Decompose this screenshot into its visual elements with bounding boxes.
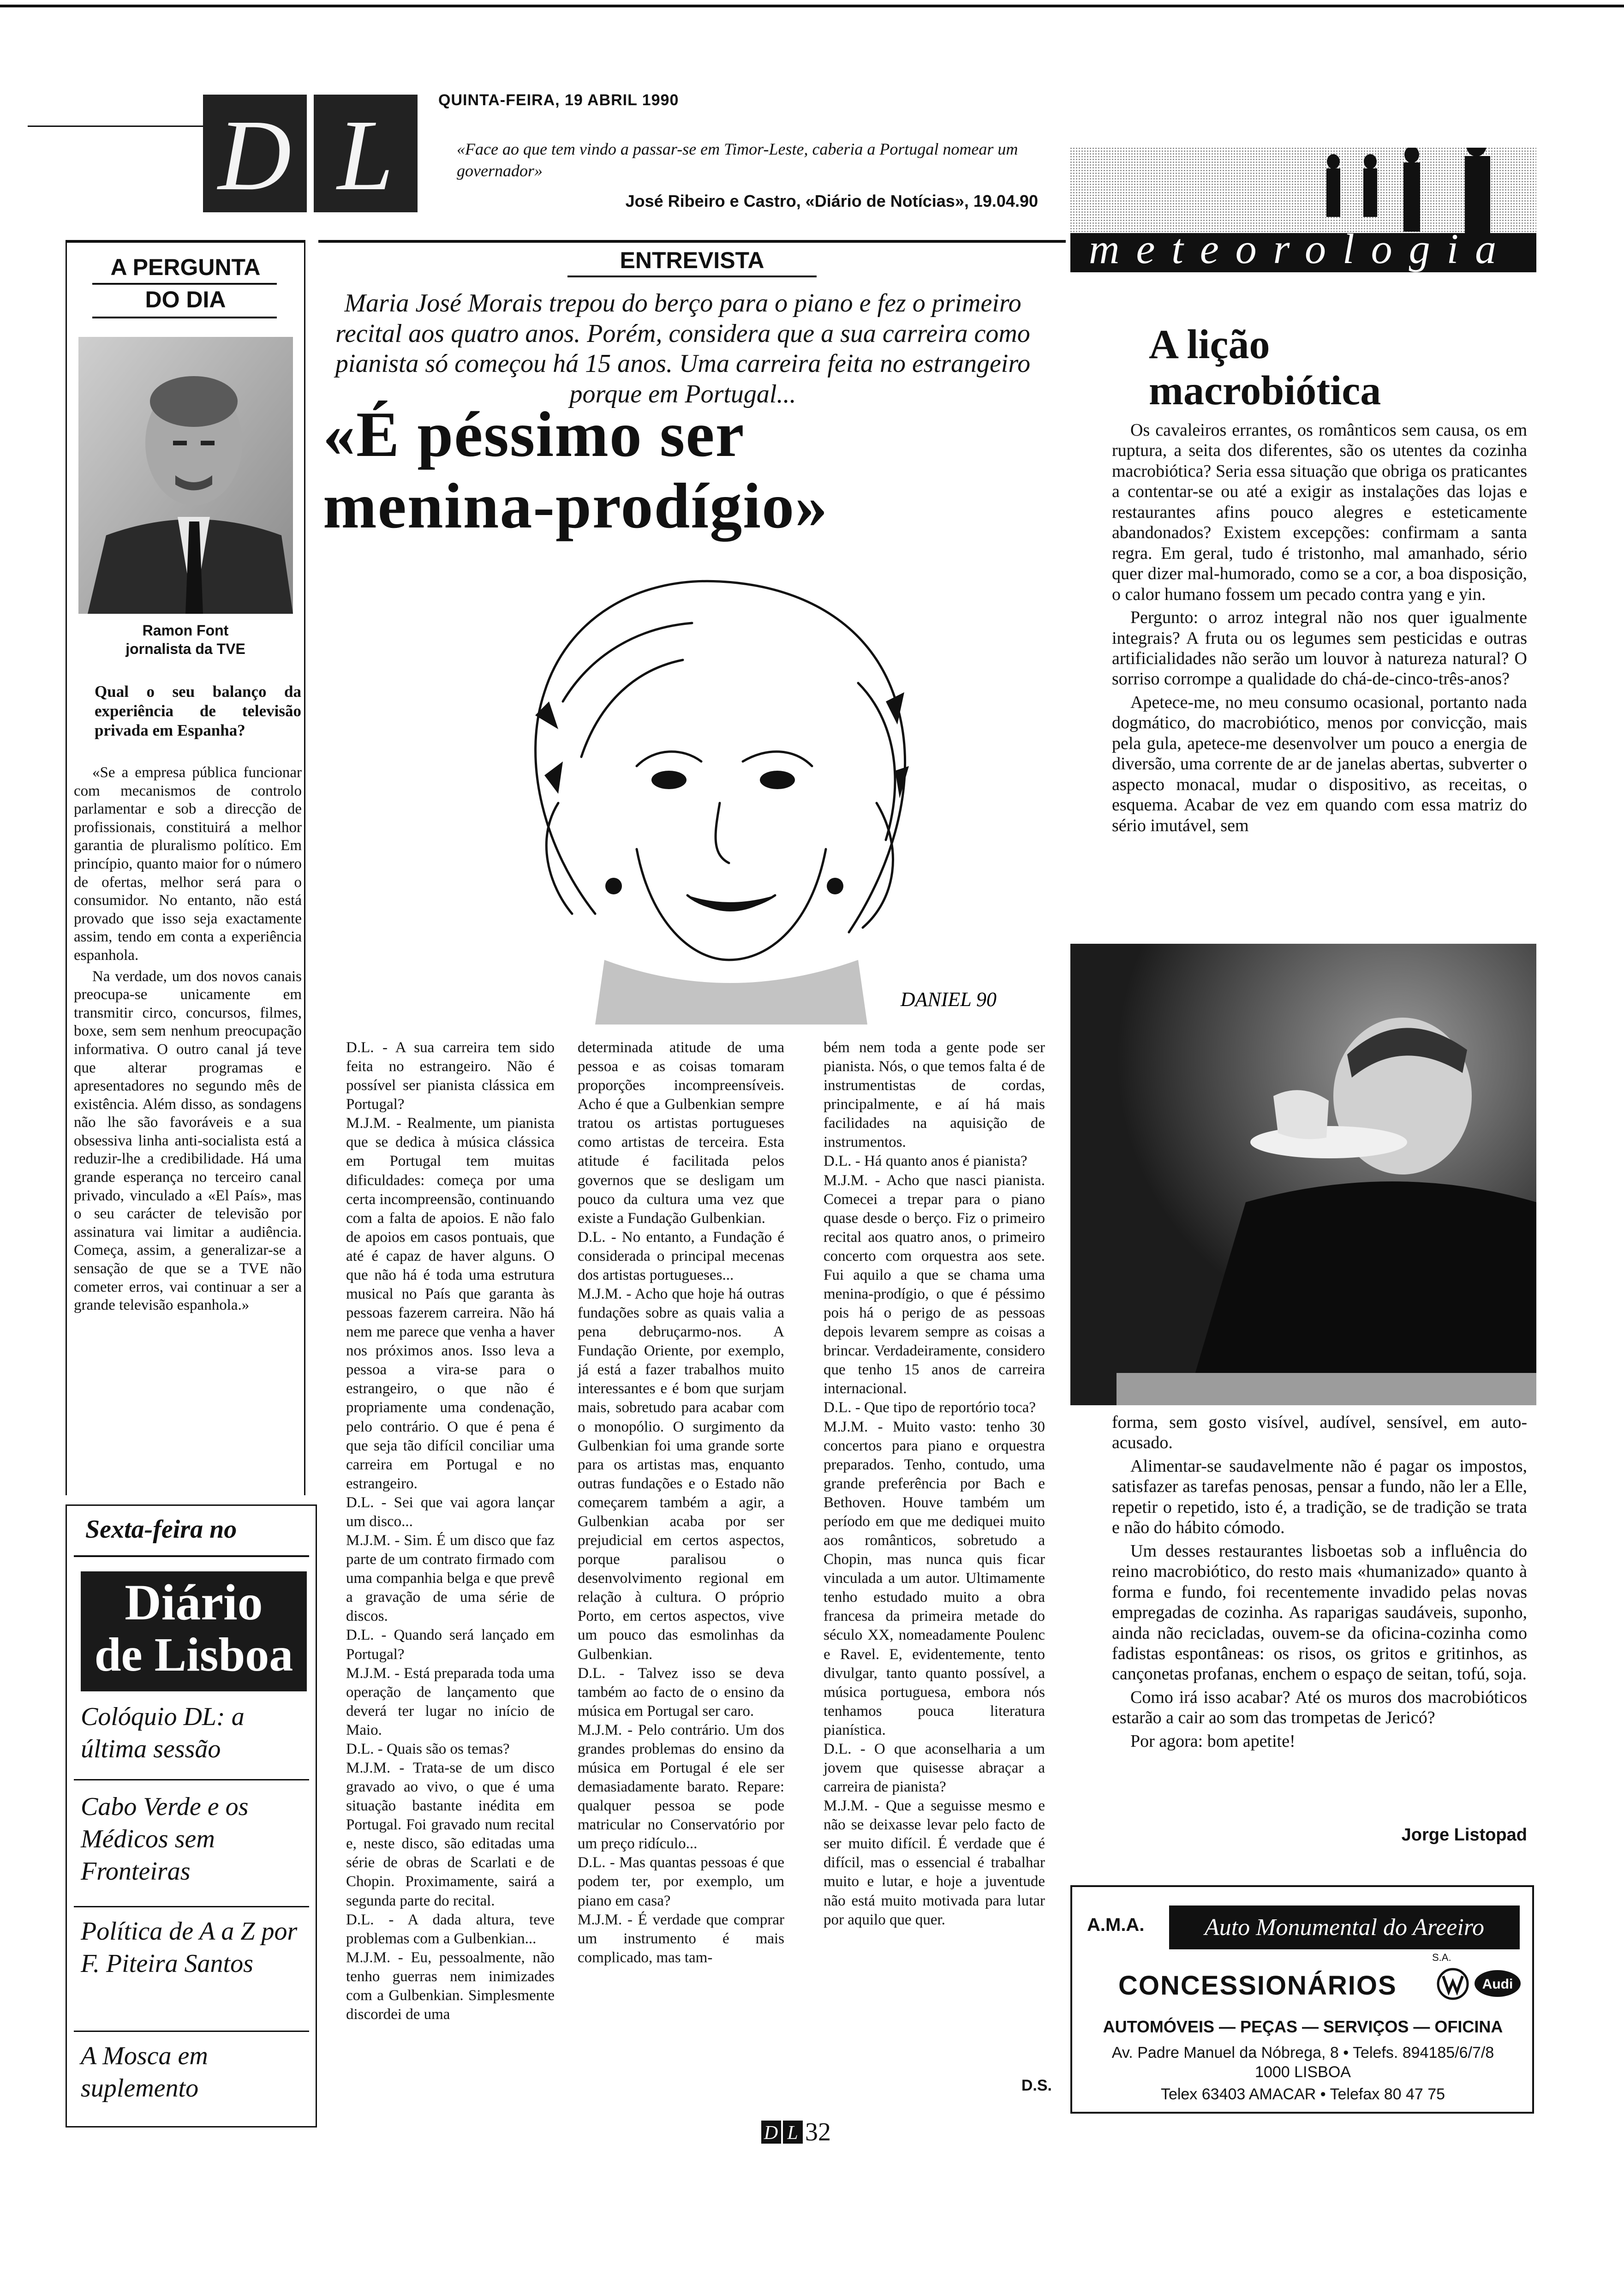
interview-signature: D.S.: [1021, 2077, 1052, 2094]
svg-text:L: L: [337, 99, 394, 211]
promo-item-mosca[interactable]: A Mosca em suplemento: [81, 2042, 208, 2103]
weather-band-label: meteorologia: [1089, 225, 1513, 272]
vw-logo-icon: [1437, 1968, 1469, 2000]
svg-text:D: D: [764, 2122, 778, 2144]
weather-p3: Apetece-me, no meu consumo ocasional, portanto nada dogmático, do macrobiótico, menos por convicção, mais pela gula, apetece-me desenvolver um pouco a energia de diversão, uma corrente de ar de janelas abertas, subverter o aspecto monacal, mudar o dispositivo, as receitas, o esquema. Acabar de vez em quando com essa matriz do sério imutável, sem: [1112, 692, 1527, 835]
diario-lisboa-logo: [81, 1571, 307, 1691]
ama-ad[interactable]: [1070, 1885, 1534, 2114]
weather-headline-1: A lição: [1149, 322, 1270, 367]
svg-text:D: D: [218, 99, 292, 211]
footer-logo: [761, 2121, 803, 2144]
audi-logo-icon: [1474, 1969, 1522, 1998]
entrevista-section-label: ENTREVISTA: [620, 247, 764, 273]
promo-item-cabo-verde[interactable]: Cabo Verde e os Médicos sem Fronteiras: [81, 1792, 249, 1886]
weather-p7: Como irá isso acabar? Até os muros dos macrobióticos estarão a cair ao som das trompetas de Jericó?: [1112, 1687, 1527, 1728]
pergunta-title-1: A PERGUNTA: [110, 254, 261, 280]
issue-date: QUINTA-FEIRA, 19 ABRIL 1990: [438, 91, 679, 109]
weather-p5: Alimentar-se saudavelmente não é pagar os impostos, satisfazer as tarefas penosas, pensar a fundo, não ler a Elle, repetir o repetido, isto é, a tradição, se de tradição se trata e não do hábito cómodo.: [1112, 1456, 1527, 1538]
promo-item-politica[interactable]: Política de A a Z por F. Piteira Santos: [81, 1917, 298, 1978]
interview-headline-1: «É péssimo ser: [323, 399, 745, 470]
weather-headline-2: macrobiótica: [1149, 368, 1381, 413]
pergunta-answer: [74, 764, 302, 1318]
weather-body-top: [1112, 420, 1527, 839]
weather-p2: Pergunto: o arroz integral não nos quer igualmente integrais? A fruta ou os legumes sem pesticidas e outras artificialidades não serão um louvor à natureza natural? O sorriso corrompe a qualidade do chá-de-cinco-três-anos?: [1112, 608, 1527, 689]
page-number: 32: [805, 2118, 831, 2146]
interview-col-1: D.L. - A sua carreira tem sido feita no estrangeiro. Não é possível ser pianista clássica em Portugal? M.J.M. - Realmente, um pianista que se dedica à música clássica em Portugal tem muitas dificuldades: começa por uma certa incompreensão, continuando com a falta de apoios. E não falo de apoios em casos pontuais, que até é capaz de haver alguns. O que não há é toda uma estrutura musical no País que garanta às pessoas fazerem carreira. Não há nem me parece que venha a haver nos próximos anos. Isso leva a pessoa a vira-se para o estrangeiro, o que não é propriamente uma condenação, pelo contrário. O que é pena é que seja tão difícil conciliar uma carreira em Portugal e no estrangeiro. D.L. - Sei que vai agora lançar um disco... M.J.M. - Sim. É um disco que faz parte de um contrato firmado com uma companhia belga e que prevê a gravação de uma série de discos. D.L. - Quando será lançado em Portugal? M.J.M. - Está preparada toda uma operação de lançamento que deverá ter lugar no início de Maio. D.L. - Quais são os temas? M.J.M. - Trata-se de um disco gravado ao vivo, o que é uma situação bastante inédita em Portugal. Foi gravado num recital e, neste disco, são editadas uma série de obras de Scarlati e de Chopin. Proximamente, sairá a segunda parte do recital. D.L. - A dada altura, teve problemas com a Gulbenkian... M.J.M. - Eu, pessoalmente, não tenho guerras nem inimizades com a Gulbenkian. Simplesmente discordei de uma: [346, 1039, 555, 2023]
pergunta-mid-rule: [92, 283, 277, 285]
pergunta-title-underline: [92, 317, 277, 318]
promo-divider-1: [74, 1779, 309, 1780]
promo-divider-3: [74, 2031, 309, 2032]
promo-divider-2: [74, 1906, 309, 1907]
ama-address: Av. Padre Manuel da Nóbrega, 8 • Telefs. 894185/6/7/8: [1111, 2044, 1494, 2061]
ama-name-banner: [1169, 1906, 1520, 1949]
quote-of-day: «Face ao que tem vindo a passar-se em Timor-Leste, caberia a Portugal nomear um governador»: [457, 140, 1018, 180]
promo-title: Sexta-feira no: [85, 1515, 237, 1544]
pergunta-photo: [78, 337, 293, 614]
weather-p8: Por agora: bom apetite!: [1130, 1731, 1296, 1751]
weather-band-graphic: [1070, 148, 1536, 272]
weather-body-bottom: [1112, 1412, 1527, 1754]
pergunta-title-2: DO DIA: [145, 287, 226, 312]
weather-photo: [1070, 944, 1536, 1405]
pergunta-answer-p1: «Se a empresa pública funcionar com mecanismos de controlo parlamentar e sob a direcção de profissionais, constituirá a melhor garantia de pluralismo político. Em princípio, quanto maior for o número de ofertas, melhor será para o consumidor. No entanto, não está provado que isso seja exactamente assim, tendo em conta a experiência espanhola.: [74, 764, 302, 964]
masthead-left-rule: [28, 126, 203, 127]
ama-brand: A.M.A.: [1087, 1915, 1145, 1935]
ama-city: 1000 LISBOA: [1255, 2063, 1351, 2081]
dl-logo-graphic: [203, 95, 418, 212]
svg-text:L: L: [787, 2122, 798, 2144]
man-eating-photo: [1070, 944, 1536, 1405]
top-rule: [0, 5, 1624, 7]
promo-title-rule: [74, 1555, 309, 1557]
interview-col-2: determinada atitude de uma pessoa e as coisas tomaram proporções incompreensíveis. Acho é que a Gulbenkian sempre tratou os artistas portugueses como artistas de terceira. Esta atitude é facilitada pelos governos que se desligam um pouco da cultura uma vez que existe a Fundação Gulbenkian. D.L. - No entanto, a Fundação é considerada o principal mecenas dos artistas portugueses... M.J.M. - Acho que hoje há outras fundações sobre as quais valia a pena debruçarmo-nos. A Fundação Oriente, por exemplo, já está a fazer trabalhos muito interessantes e é bom que surjam mais, sobretudo para acabar com o monopólio. O surgimento da Gulbenkian foi uma grande sorte para os artistas mas, enquanto outras fundações e o Estado não começarem também a agir, a Gulbenkian acaba por ser prejudicial em certos aspectos, porque paralisou o desenvolvimento regional em relação à cultura. O próprio Porto, em certos aspectos, vive um pouco das esmolinhas da Gulbenkian. D.L. - Talvez isso se deva também ao facto de o ensino da música em Portugal ser caro. M.J.M. - Pelo contrário. Um dos grandes problemas do ensino da música em Portugal é ele ser demasiadamente barato. Repare: qualquer pessoa se pode matricular no Conservatório por um preço ridículo... D.L. - Mas quantas pessoas é que podem ter, por exemplo, um piano em casa? M.J.M. - É verdade que comprar um instrumento é mais complicado, mas tam-: [578, 1039, 784, 1966]
ama-name: Auto Monumental do Areeiro: [1204, 1914, 1485, 1941]
dl-logo: [203, 95, 418, 212]
diario-logo-line2: de Lisboa: [94, 1628, 293, 1681]
audi-logo-text: Audi: [1482, 1977, 1513, 1992]
quote-source: José Ribeiro e Castro, «Diário de Notícias», 19.04.90: [625, 192, 1038, 210]
pergunta-photo-role: jornalista da TVE: [125, 641, 245, 657]
ama-telex: Telex 63403 AMACAR • Telefax 80 47 75: [1160, 2085, 1445, 2103]
interviewee-portrait: [78, 337, 293, 614]
illustration-signature: DANIEL 90: [900, 988, 997, 1011]
pianist-drawing: [443, 563, 1047, 1025]
diario-logo-line1: Diário: [125, 1574, 263, 1630]
promo-item-coloquio[interactable]: Colóquio DL: a última sessão: [81, 1702, 251, 1763]
silhouettes-illustration: [1070, 148, 1536, 272]
entrevista-top-rule: [318, 240, 1066, 243]
interview-headline-2: menina-prodígio»: [323, 470, 829, 542]
pergunta-photo-name: Ramon Font: [142, 622, 229, 639]
weather-p4: forma, sem gosto visível, audível, sensível, em auto-acusado.: [1112, 1413, 1527, 1453]
weather-p6: Um desses restaurantes lisboetas sob a influência do reino macrobiótico, do resto mais «humanizado» quanto à forma e fundo, foi recentemente invadido pelas novas empregadas de cozinha. As raparigas saudáveis, suponho, ainda não recicladas, ouvem-se da oficina-cozinha como fadistas espontâneas: os risos, os gritos e gritinhos, as cançonetas profanas, enchem o espaço de seitan, tofú, soja.: [1112, 1541, 1527, 1684]
entrevista-section-underline: [567, 276, 817, 277]
pergunta-question: Qual o seu balanço da experiência de televisão privada em Espanha?: [95, 683, 301, 739]
ama-title: CONCESSIONÁRIOS: [1118, 1971, 1397, 2001]
ama-name-suffix: S.A.: [1432, 1952, 1451, 1963]
weather-p1: Os cavaleiros errantes, os românticos sem causa, os em ruptura, a seita dos diferentes, são os utentes da cozinha macrobiótica? Seria essa situação que obriga os praticantes a contentar-se ou até a exigir as instalações das lojas e restaurantes afins pouco alegres e esteticamente abandonados? Existem excepções: confirmam a santa regra. Em geral, tudo é tristonho, mal amanhado, sério quer dizer mal-humorado, como se a cor, a boa disposição, o calor humano fossem um pecado contra yang e yin.: [1112, 420, 1527, 604]
ama-services: AUTOMÓVEIS — PEÇAS — SERVIÇOS — OFICINA: [1103, 2017, 1503, 2036]
pergunta-answer-p2: Na verdade, um dos novos canais preocupa-se unicamente em transmitir circo, concursos, filmes, boxe, sem sem nenhum preocupação informativa. O outro canal já teve que alterar programas e apresentadores no segundo mês de existência. Além disso, as sondagens não lhe são favoráveis e a sua obsessiva linha anti-socialista está a reduzir-lhe a credibilidade. Há uma grande esperança no terceiro canal privado, vinculado a «El País», mas o seu carácter de televisão por assinatura vai limitar a audiência. Começa, assim, a generalizar-se a sensação de que se a TVE não cometer erros, vai continuar a ser a grande televisão espanhola.»: [74, 968, 302, 1314]
weather-signature: Jorge Listopad: [1401, 1825, 1527, 1845]
interview-col-3: bém nem toda a gente pode ser pianista. Nós, o que temos falta é de instrumentistas de cordas, principalmente, e aí há mais facilidades na aquisição de instrumentos. D.L. - Há quanto anos é pianista? M.J.M. - Acho que nasci pianista. Comecei a trepar para o piano quase desde o berço. Fiz o primeiro recital aos quatro anos, o primeiro concerto com orquestra aos sete. Fui aquilo a que se chama uma menina-prodígio, o que é péssimo pois há o perigo de as pessoas depois levarem sempre as coisas a brincar. Verdadeiramente, considero que tenho 15 anos de carreira internacional. D.L. - Que tipo de reportório toca? M.J.M. - Muito vasto: tenho 30 concertos para piano e orquestra preparados. Tenho, contudo, uma grande preferência por Bach e Bethoven. Houve também um período em que me dediquei muito aos românticos, sobretudo a Chopin, mas nunca quis ficar vinculada a um autor. Ultimamente tenho estudado muito a obra francesa da primeira metade do século XX, nomeadamente Poulenc e Ravel. E, evidentemente, tento divulgar, tanto quanto possível, a música portuguesa, embora nós tenhamos pouca literatura pianística. D.L. - O que aconselharia a um jovem que quisesse abraçar a carreira de pianista? M.J.M. - Que a seguisse mesmo e não se deixasse levar pelo facto de ser muito difícil. É verdade que é difícil, mas o essencial é trabalhar muito e lutar, e hoje a juventude não está muito motivada para lutar por aquilo que quer.: [824, 1039, 1045, 1928]
pianist-illustration: [443, 563, 1047, 1025]
interview-lead: Maria José Morais trepou do berço para o piano e fez o primeiro recital aos quatro anos. Porém, considera que a sua carreira como pianista só começou há 15 anos. Uma carreira feita no estrangeiro porque em Portugal...: [335, 289, 1031, 408]
pergunta-top-rule: [66, 240, 305, 243]
